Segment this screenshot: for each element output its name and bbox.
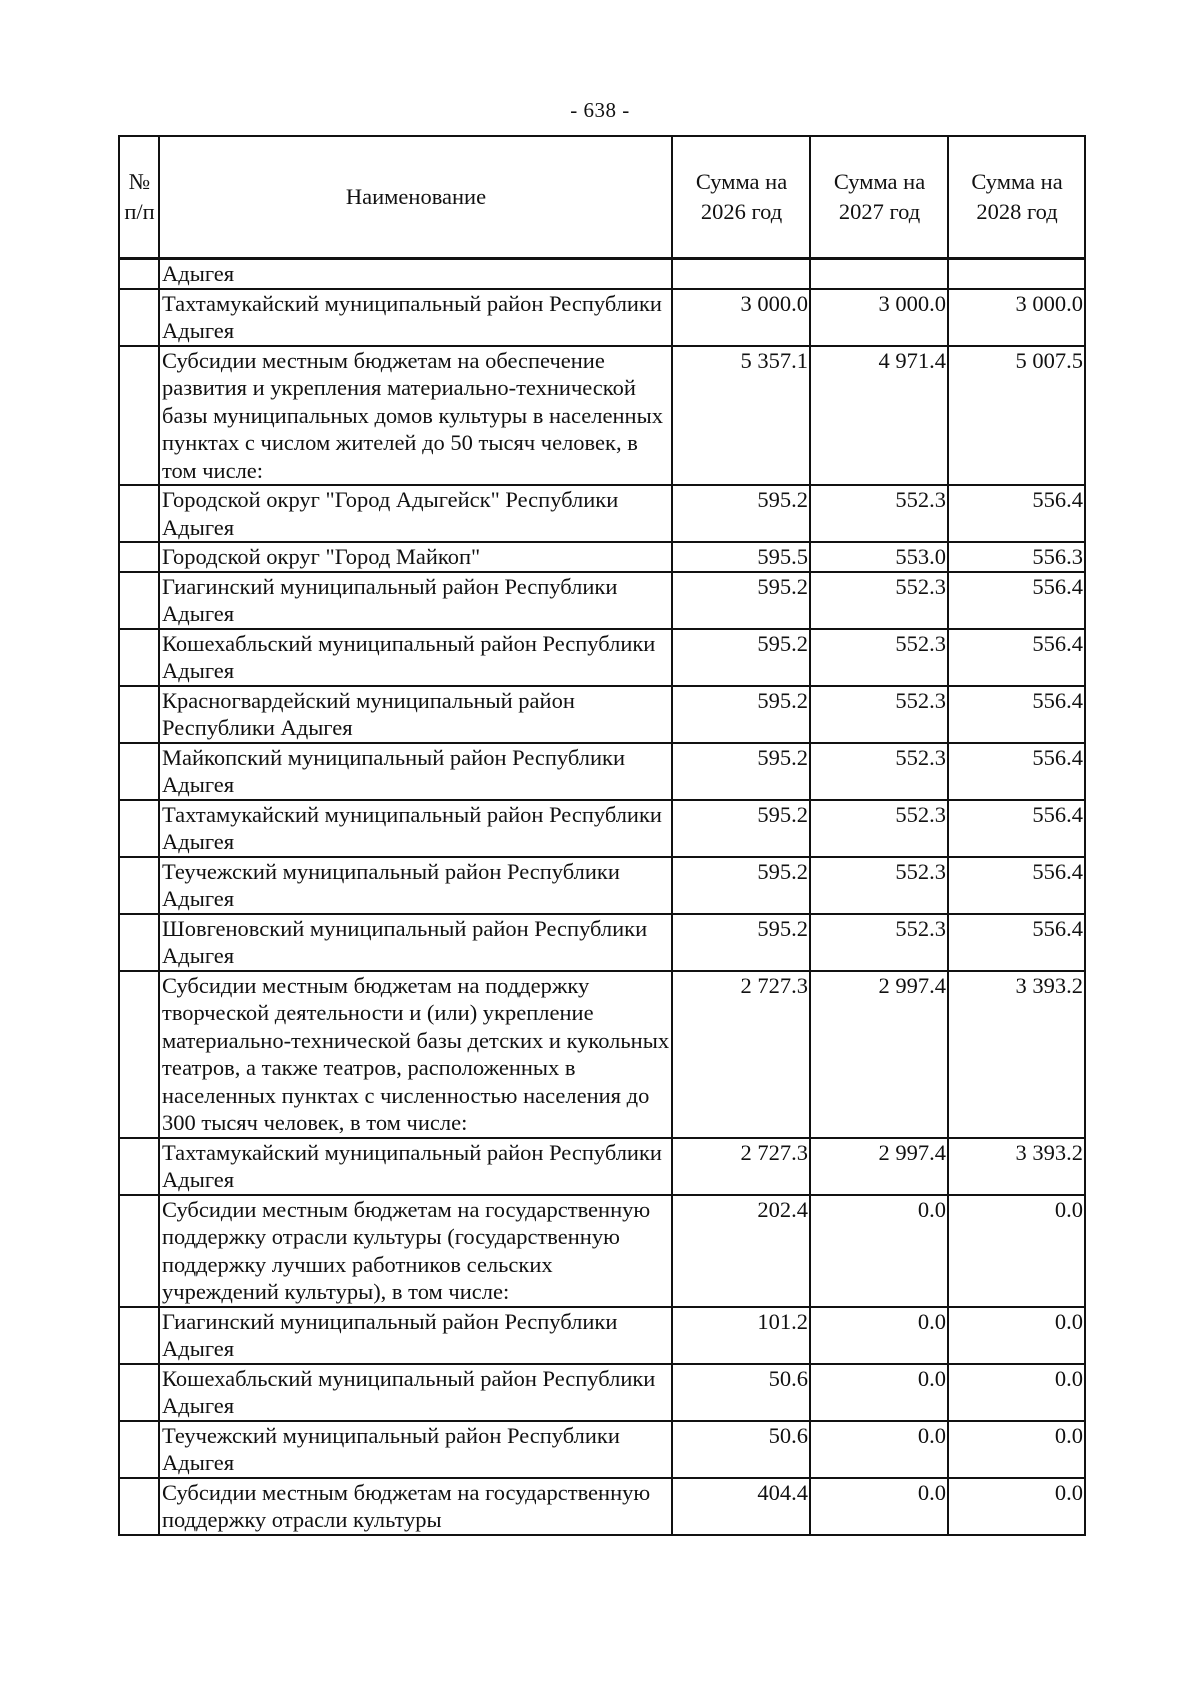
- table-row: [119, 914, 1085, 971]
- row-sum-2028-cell: 556.4: [948, 629, 1085, 686]
- row-sum-2027-cell: 2 997.4: [810, 971, 948, 1138]
- row-sum-2027-cell: 552.3: [810, 800, 948, 857]
- row-name-cell: Майкопский муниципальный район Республики Адыгея: [159, 743, 672, 800]
- row-name-cell: Субсидии местным бюджетам на государственную поддержку отрасли культуры (государственную поддержку лучших работников сельских учреждений культуры), в том числе:: [159, 1195, 672, 1307]
- header-sum-2026: Сумма на 2026 год: [672, 136, 810, 259]
- table-row: [119, 572, 1085, 629]
- budget-table: [118, 135, 1086, 1536]
- row-sum-2028-cell: 0.0: [948, 1478, 1085, 1535]
- row-sum-2028-cell: 5 007.5: [948, 346, 1085, 486]
- row-number-cell: [119, 346, 159, 486]
- row-number-cell: [119, 857, 159, 914]
- row-number-cell: [119, 289, 159, 346]
- row-number-cell: [119, 1195, 159, 1307]
- page-number: - 638 -: [570, 98, 630, 122]
- row-sum-2028-cell: 0.0: [948, 1307, 1085, 1364]
- row-number-cell: [119, 1307, 159, 1364]
- row-name-cell: Субсидии местным бюджетам на обеспечение развития и укрепления материально-технической базы муниципальных домов культуры в населенных пунктах с числом жителей до 50 тысяч человек, в том числе:: [159, 346, 672, 486]
- table-row: [119, 542, 1085, 572]
- table-header-row: [119, 136, 1085, 259]
- table-row: [119, 485, 1085, 542]
- table-row: [119, 259, 1085, 289]
- row-sum-2027-cell: 0.0: [810, 1195, 948, 1307]
- row-sum-2028-cell: 3 393.2: [948, 971, 1085, 1138]
- table-row: [119, 800, 1085, 857]
- row-sum-2028-cell: 3 000.0: [948, 289, 1085, 346]
- row-sum-2028-cell: 0.0: [948, 1364, 1085, 1421]
- row-name-cell: Шовгеновский муниципальный район Республики Адыгея: [159, 914, 672, 971]
- row-sum-2026-cell: 595.2: [672, 914, 810, 971]
- row-number-cell: [119, 686, 159, 743]
- row-name-cell: Городской округ "Город Адыгейск" Республики Адыгея: [159, 485, 672, 542]
- row-sum-2027-cell: 552.3: [810, 857, 948, 914]
- table-row: [119, 686, 1085, 743]
- row-sum-2027-cell: 2 997.4: [810, 1138, 948, 1195]
- row-number-cell: [119, 485, 159, 542]
- row-sum-2027-cell: 0.0: [810, 1478, 948, 1535]
- row-number-cell: [119, 1138, 159, 1195]
- table-row: [119, 629, 1085, 686]
- row-sum-2028-cell: 556.4: [948, 857, 1085, 914]
- table-row: [119, 1195, 1085, 1307]
- row-sum-2027-cell: 553.0: [810, 542, 948, 572]
- row-sum-2028-cell: 556.4: [948, 914, 1085, 971]
- row-sum-2026-cell: 5 357.1: [672, 346, 810, 486]
- row-number-cell: [119, 971, 159, 1138]
- row-name-cell: Адыгея: [159, 259, 672, 289]
- row-number-cell: [119, 743, 159, 800]
- row-sum-2026-cell: 595.2: [672, 629, 810, 686]
- row-name-cell: Красногвардейский муниципальный район Республики Адыгея: [159, 686, 672, 743]
- row-name-cell: Гиагинский муниципальный район Республики Адыгея: [159, 572, 672, 629]
- row-name-cell: Тахтамукайский муниципальный район Республики Адыгея: [159, 1138, 672, 1195]
- row-sum-2026-cell: 595.5: [672, 542, 810, 572]
- row-sum-2028-cell: 556.4: [948, 800, 1085, 857]
- row-sum-2027-cell: 552.3: [810, 485, 948, 542]
- table-row: [119, 857, 1085, 914]
- row-sum-2028-cell: 0.0: [948, 1195, 1085, 1307]
- row-name-cell: Теучежский муниципальный район Республики Адыгея: [159, 1421, 672, 1478]
- row-sum-2028-cell: [948, 259, 1085, 289]
- row-sum-2028-cell: 556.4: [948, 686, 1085, 743]
- row-number-cell: [119, 1421, 159, 1478]
- table-row: [119, 1138, 1085, 1195]
- row-sum-2026-cell: 595.2: [672, 485, 810, 542]
- header-sum-2027: Сумма на 2027 год: [810, 136, 948, 259]
- row-sum-2026-cell: 595.2: [672, 743, 810, 800]
- row-number-cell: [119, 259, 159, 289]
- table-row: [119, 1364, 1085, 1421]
- row-name-cell: Гиагинский муниципальный район Республики Адыгея: [159, 1307, 672, 1364]
- row-sum-2028-cell: 556.4: [948, 485, 1085, 542]
- table-row: [119, 1421, 1085, 1478]
- row-sum-2026-cell: 202.4: [672, 1195, 810, 1307]
- table-row: [119, 743, 1085, 800]
- row-sum-2027-cell: 552.3: [810, 629, 948, 686]
- table-row: [119, 346, 1085, 486]
- row-sum-2027-cell: 3 000.0: [810, 289, 948, 346]
- row-sum-2028-cell: 0.0: [948, 1421, 1085, 1478]
- row-sum-2027-cell: 4 971.4: [810, 346, 948, 486]
- row-sum-2027-cell: 552.3: [810, 743, 948, 800]
- row-sum-2026-cell: 2 727.3: [672, 1138, 810, 1195]
- row-sum-2028-cell: 556.4: [948, 572, 1085, 629]
- row-number-cell: [119, 800, 159, 857]
- header-name: Наименование: [159, 136, 672, 259]
- row-number-cell: [119, 1478, 159, 1535]
- header-number: № п/п: [119, 136, 159, 259]
- row-sum-2026-cell: 595.2: [672, 800, 810, 857]
- row-number-cell: [119, 1364, 159, 1421]
- row-sum-2027-cell: 0.0: [810, 1307, 948, 1364]
- row-sum-2027-cell: 552.3: [810, 686, 948, 743]
- row-number-cell: [119, 572, 159, 629]
- row-sum-2028-cell: 3 393.2: [948, 1138, 1085, 1195]
- row-name-cell: Теучежский муниципальный район Республики Адыгея: [159, 857, 672, 914]
- table-row: [119, 1478, 1085, 1535]
- table-row: [119, 289, 1085, 346]
- row-sum-2027-cell: [810, 259, 948, 289]
- row-sum-2026-cell: 50.6: [672, 1421, 810, 1478]
- row-sum-2026-cell: 404.4: [672, 1478, 810, 1535]
- row-sum-2027-cell: 552.3: [810, 572, 948, 629]
- row-name-cell: Кошехабльский муниципальный район Республики Адыгея: [159, 1364, 672, 1421]
- row-name-cell: Тахтамукайский муниципальный район Республики Адыгея: [159, 289, 672, 346]
- row-sum-2028-cell: 556.3: [948, 542, 1085, 572]
- row-sum-2026-cell: 101.2: [672, 1307, 810, 1364]
- row-sum-2026-cell: 2 727.3: [672, 971, 810, 1138]
- row-number-cell: [119, 914, 159, 971]
- row-name-cell: Субсидии местным бюджетам на государственную поддержку отрасли культуры: [159, 1478, 672, 1535]
- row-sum-2027-cell: 0.0: [810, 1421, 948, 1478]
- row-name-cell: Тахтамукайский муниципальный район Республики Адыгея: [159, 800, 672, 857]
- row-sum-2028-cell: 556.4: [948, 743, 1085, 800]
- row-name-cell: Кошехабльский муниципальный район Республики Адыгея: [159, 629, 672, 686]
- row-sum-2027-cell: 552.3: [810, 914, 948, 971]
- header-sum-2028: Сумма на 2028 год: [948, 136, 1085, 259]
- table-body: [119, 259, 1085, 1535]
- row-name-cell: Городской округ "Город Майкоп": [159, 542, 672, 572]
- row-number-cell: [119, 629, 159, 686]
- row-sum-2026-cell: 50.6: [672, 1364, 810, 1421]
- row-sum-2026-cell: 595.2: [672, 572, 810, 629]
- row-sum-2026-cell: 3 000.0: [672, 289, 810, 346]
- row-name-cell: Субсидии местным бюджетам на поддержку творческой деятельности и (или) укрепление материально-технической базы детских и кукольных театров, а также театров, расположенных в населенных пунктах с численностью населения до 300 тысяч человек, в том числе:: [159, 971, 672, 1138]
- row-sum-2027-cell: 0.0: [810, 1364, 948, 1421]
- table-row: [119, 1307, 1085, 1364]
- row-sum-2026-cell: [672, 259, 810, 289]
- row-number-cell: [119, 542, 159, 572]
- row-sum-2026-cell: 595.2: [672, 857, 810, 914]
- row-sum-2026-cell: 595.2: [672, 686, 810, 743]
- table-row: [119, 971, 1085, 1138]
